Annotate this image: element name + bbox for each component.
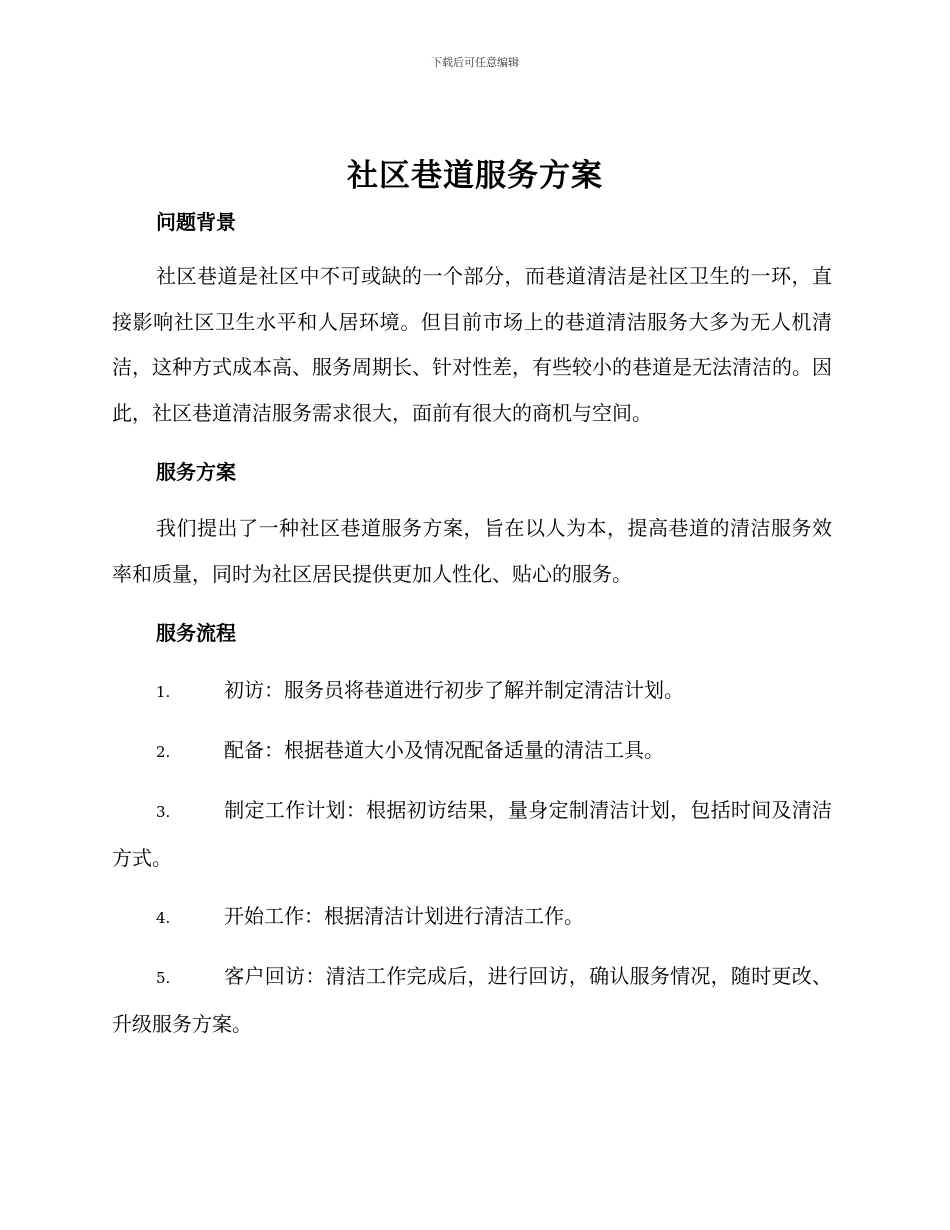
process-step-list	[112, 667, 832, 1047]
process-step-3	[112, 787, 832, 881]
service-plan-paragraph: 我们提出了一种社区巷道服务方案，旨在以人为本，提高巷道的清洁服务效率和质量，同时为社区居民提供更加人性化、贴心的服务。	[112, 516, 832, 586]
process-step-1	[112, 667, 832, 715]
process-step-2	[112, 727, 832, 775]
step-number: 3.	[156, 803, 171, 821]
section-heading-service-process: 服务流程	[156, 621, 236, 645]
section-heading-background: 问题背景	[156, 210, 236, 234]
section-background	[112, 200, 832, 436]
document-body	[112, 200, 832, 1047]
step-text: 制定工作计划：根据初访结果，量身定制清洁计划，包括时间及清洁方式。	[112, 798, 832, 870]
section-heading-service-plan: 服务方案	[156, 460, 236, 484]
step-text: 配备：根据巷道大小及情况配备适量的清洁工具。	[224, 738, 664, 762]
process-step-4	[112, 893, 832, 941]
step-number: 5.	[156, 969, 171, 987]
step-text: 初访：服务员将巷道进行初步了解并制定清洁计划。	[224, 678, 684, 702]
step-text: 客户回访：清洁工作完成后，进行回访，确认服务情况，随时更改、升级服务方案。	[112, 964, 832, 1036]
process-step-5	[112, 953, 832, 1047]
background-paragraph: 社区巷道是社区中不可或缺的一个部分，而巷道清洁是社区卫生的一环，直接影响社区卫生水平和人居环境。但目前市场上的巷道清洁服务大多为无人机清洁，这种方式成本高、服务周期长、针对性差，有些较小的巷道是无法清洁的。因此，社区巷道清洁服务需求很大，面前有很大的商机与空间。	[112, 264, 832, 425]
page-title: 社区巷道服务方案	[347, 158, 603, 194]
step-text: 开始工作：根据清洁计划进行清洁工作。	[224, 904, 584, 928]
step-number: 1.	[156, 683, 171, 701]
section-service-plan	[112, 450, 832, 597]
step-number: 4.	[156, 909, 171, 927]
section-service-process	[112, 611, 832, 1047]
step-number: 2.	[156, 743, 171, 761]
header-note: 下载后可任意编辑	[431, 56, 519, 69]
